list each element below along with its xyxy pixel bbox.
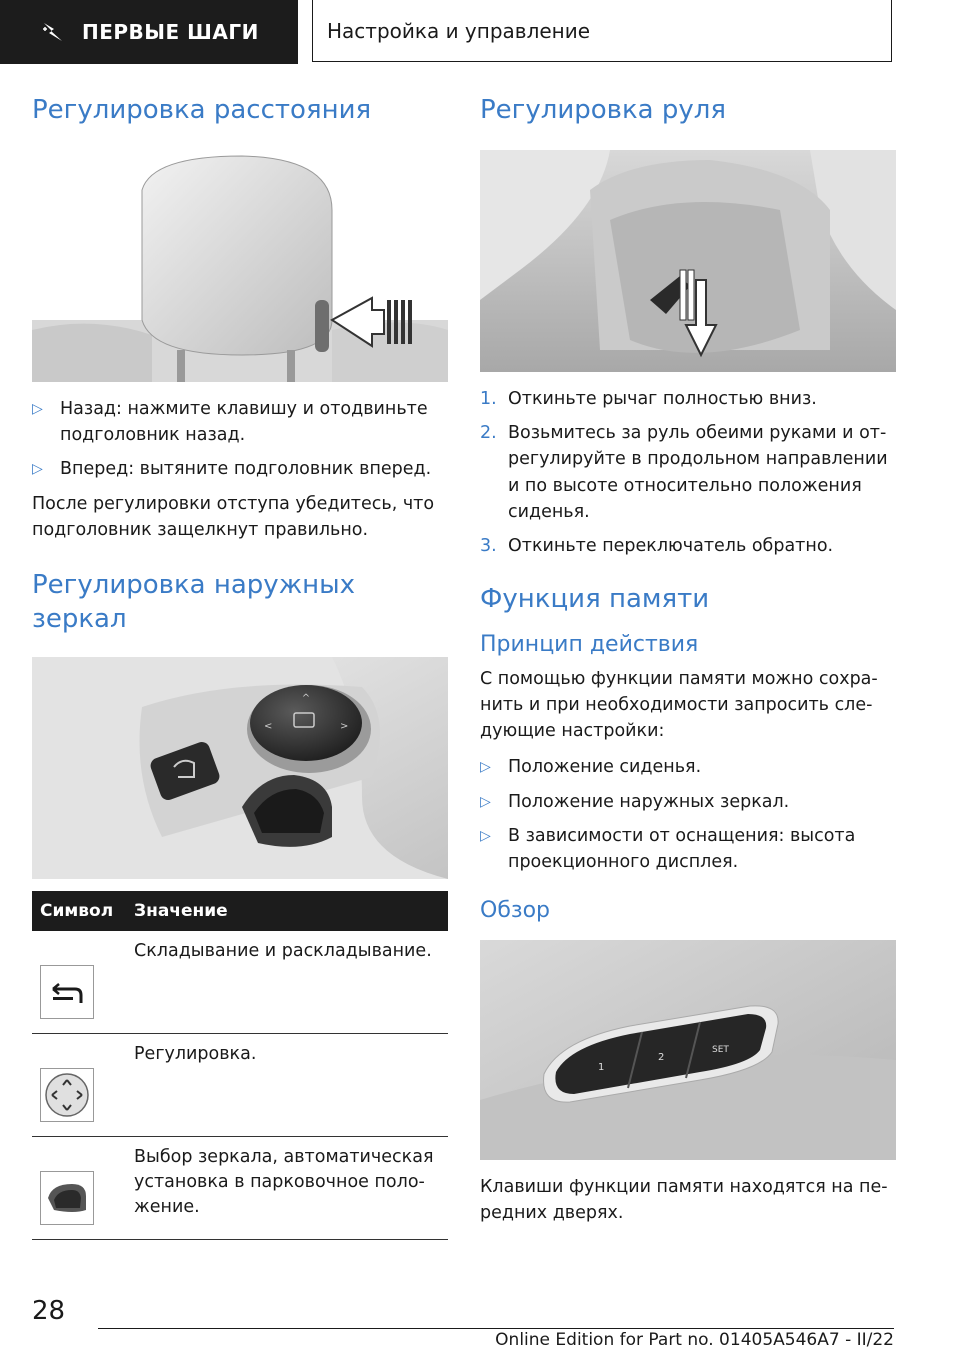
table-row: Регулировка. bbox=[32, 1033, 448, 1136]
list-item: ▷ Положение сиденья. bbox=[480, 754, 896, 780]
list-item: ▷ Назад: нажмите клавишу и отодвиньте подголовник назад. bbox=[32, 396, 448, 449]
overview-text: Клавиши функции памяти находятся на передних дверях. bbox=[480, 1177, 888, 1224]
lightning-star-icon bbox=[40, 19, 66, 45]
memory-button-2: 2 bbox=[658, 1052, 665, 1064]
headrest-image bbox=[32, 150, 448, 382]
heading-distance: Регулировка расстояния bbox=[32, 95, 372, 125]
svg-text:<: < bbox=[264, 720, 273, 732]
list-item: ▷ Положение наружных зеркал. bbox=[480, 789, 896, 815]
heading-memory: Функция памяти bbox=[480, 584, 710, 615]
footer-edition: Online Edition for Part no. 01405A546A7 - II/22 bbox=[495, 1330, 894, 1350]
step-item: 2. Возьмитесь за руль обеими руками и отрегулируйте в продольном направлении и по высоте относительно положения сиденья. bbox=[480, 423, 888, 522]
triangle-bullet-icon: ▷ bbox=[480, 793, 491, 810]
right-column bbox=[480, 94, 896, 1227]
footer-divider bbox=[98, 1328, 894, 1329]
table-row: Складывание и раскладывание. bbox=[32, 931, 448, 1034]
mirror-adjust-icon bbox=[40, 1068, 94, 1122]
triangle-bullet-icon: ▷ bbox=[480, 759, 491, 776]
chapter-title: Настройка и управление bbox=[312, 0, 892, 62]
section-title: ПЕРВЫЕ ШАГИ bbox=[82, 20, 259, 44]
svg-text:>: > bbox=[340, 720, 349, 732]
table-header-symbol: Символ bbox=[32, 891, 126, 931]
triangle-bullet-icon: ▷ bbox=[32, 461, 43, 478]
section-tab bbox=[0, 0, 298, 64]
mirror-select-icon bbox=[40, 1171, 94, 1225]
principle-text: С помощью функции памяти можно сохранить и при необходимости запросить следующие настройки: bbox=[480, 668, 878, 742]
memory-button-set: SET bbox=[712, 1045, 729, 1056]
symbol-table bbox=[32, 891, 448, 1240]
list-item: ▷ В зависимости от оснащения: высота проекционного дисплея. bbox=[480, 823, 896, 876]
distance-note: После регулировки отступа убедитесь, что подголовник защелкнут правильно. bbox=[32, 493, 435, 540]
heading-overview: Обзор bbox=[480, 898, 551, 924]
heading-principle: Принцип действия bbox=[480, 632, 699, 658]
memory-buttons-image bbox=[480, 940, 896, 1160]
triangle-bullet-icon: ▷ bbox=[32, 400, 43, 417]
triangle-bullet-icon: ▷ bbox=[480, 827, 491, 844]
table-row: Выбор зеркала, автоматическая установка в парковочное положение. bbox=[32, 1136, 448, 1239]
step-item: 1. Откиньте рычаг полностью вниз. bbox=[480, 388, 817, 409]
memory-button-1: 1 bbox=[598, 1062, 605, 1074]
step-item: 3. Откиньте переключатель обратно. bbox=[480, 536, 834, 557]
fold-mirror-icon bbox=[40, 965, 94, 1019]
page-number: 28 bbox=[32, 1296, 66, 1326]
left-column bbox=[32, 94, 448, 1240]
heading-mirrors: Регулировка наружных зеркал bbox=[32, 570, 356, 634]
mirror-controls-image bbox=[32, 657, 448, 879]
svg-text:^: ^ bbox=[301, 692, 311, 704]
list-item: ▷ Вперед: вытяните подголовник вперед. bbox=[32, 456, 448, 482]
heading-steering: Регулировка руля bbox=[480, 95, 727, 125]
table-header-meaning: Значение bbox=[126, 891, 448, 931]
steering-column-image bbox=[480, 150, 896, 372]
